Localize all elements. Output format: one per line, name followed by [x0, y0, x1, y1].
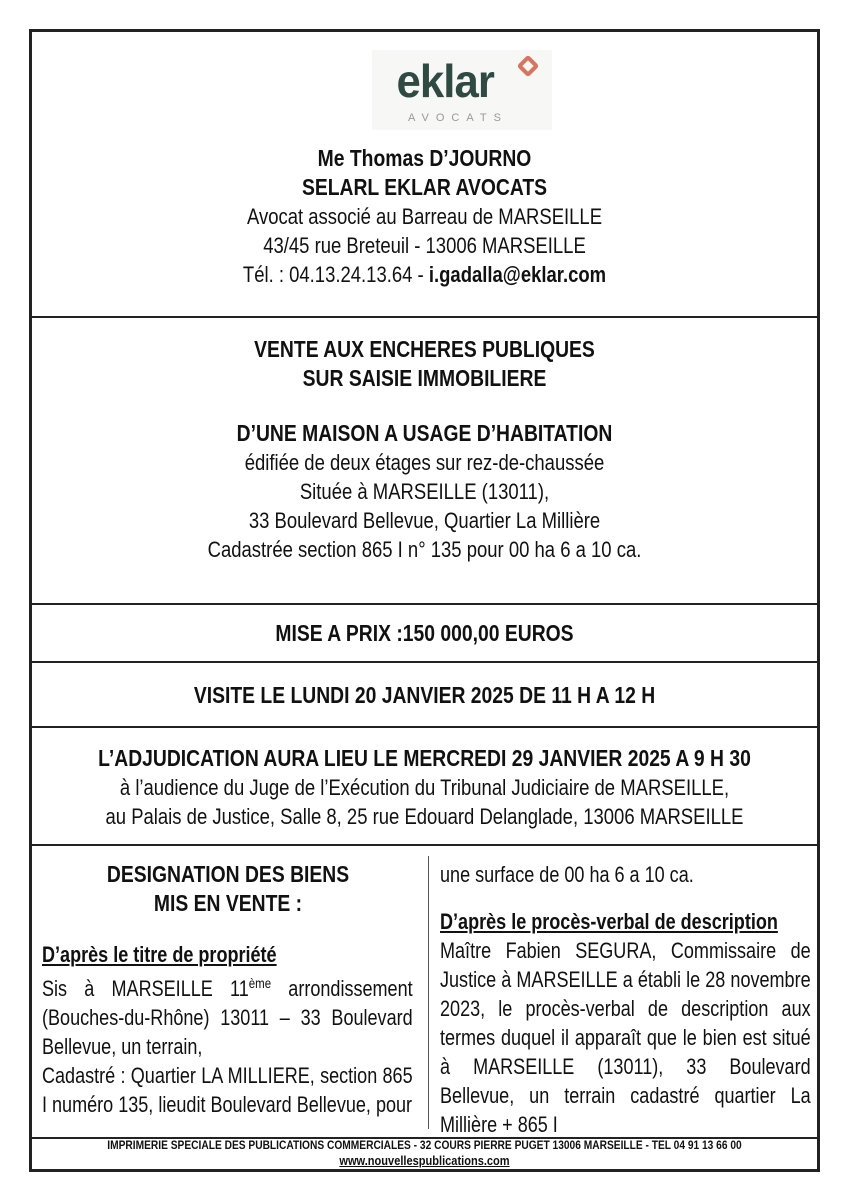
column-divider [428, 856, 429, 1129]
adjudication-section [32, 728, 817, 846]
adjudication-title: L’ADJUDICATION AURA LIEU LE MERCREDI 29 JANVIER 2025 A 9 H 30 [98, 745, 751, 771]
title-deed-paragraph [42, 940, 413, 1119]
printer-info: IMPRIMERIE SPECIALE DES PUBLICATIONS COMMERCIALES - 32 COURS PIERRE PUGET 13006 MARSEILLE - TEL 04 91 13 66 00 [107, 1138, 742, 1152]
property-desc-1: édifiée de deux étages sur rez-de-chaussée [244, 450, 605, 475]
firm-name: SELARL EKLAR AVOCATS [301, 174, 548, 200]
notice-frame [29, 29, 820, 1172]
designation-title-2: MIS EN VENTE : [153, 890, 303, 916]
price-section [32, 605, 817, 663]
right-column [440, 846, 812, 1137]
sale-section [32, 318, 817, 605]
title-deed-heading: D’après le titre de propriété [42, 942, 277, 967]
designation-title-1: DESIGNATION DES BIENS [106, 861, 350, 887]
footer [32, 1135, 817, 1169]
website-link[interactable]: www.nouvellespublications.com [339, 1153, 510, 1168]
visit-section [32, 663, 817, 728]
title-text-sup: ème [248, 975, 272, 991]
property-desc-2: Située à MARSEILLE (13011), [299, 479, 550, 504]
title-text-d: une surface de 00 ha 6 a 10 ca. [440, 862, 694, 887]
pv-heading: D’après le procès-verbal de description [440, 909, 778, 934]
pv-text: Maître Fabien SEGURA, Commissaire de Justice à MARSEILLE a établi le 28 novembre 2023, le procès-verbal de description aux termes duquel il apparaît que le bien est situé à MARSEILLE (13011), 33 Boulevard Bellevue, un terrain cadastré quartier La Millière + 865 I [440, 938, 811, 1137]
adjudication-line-1: à l’audience du Juge de l’Exécution du Tribunal Judiciaire de MARSEILLE, [119, 775, 730, 800]
title-text-b: arrondissement (Bouches-du-Rhône) 13011 – 33 Boulevard Bellevue, un terrain, [42, 976, 413, 1059]
property-type: D’UNE MAISON A USAGE D’HABITATION [236, 420, 613, 446]
title-text-c: Cadastré : Quartier LA MILLIERE, section 865 I numéro 135, lieudit Boulevard Bellevue, pour [42, 1063, 413, 1117]
property-desc-3: 33 Boulevard Bellevue, Quartier La Millière [248, 508, 601, 533]
adjudication-line-2: au Palais de Justice, Salle 8, 25 rue Edouard Delanglade, 13006 MARSEILLE [105, 804, 744, 829]
eklar-logo [372, 50, 552, 130]
sale-title-2: SUR SAISIE IMMOBILIERE [302, 365, 547, 391]
firm-address: 43/45 rue Breteuil - 13006 MARSEILLE [263, 233, 586, 258]
designation-section [32, 846, 817, 1139]
sale-title-1: VENTE AUX ENCHERES PUBLIQUES [254, 336, 595, 362]
logo-star-icon [517, 55, 540, 78]
logo-wordmark: eklar [396, 55, 494, 107]
title-text-a: Sis à MARSEILLE 11 [42, 976, 249, 1001]
lawyer-name: Me Thomas D’JOURNO [317, 145, 532, 171]
contact-line [95, 260, 754, 289]
email-link[interactable]: i.gadalla@eklar.com [428, 262, 607, 287]
starting-price: MISE A PRIX :150 000,00 EUROS [275, 620, 574, 646]
pv-paragraph [440, 860, 811, 1139]
lawyer-header [32, 32, 817, 318]
lawyer-role: Avocat associé au Barreau de MARSEILLE [246, 204, 603, 229]
visit-date: VISITE LE LUNDI 20 JANVIER 2025 DE 11 H A 12 H [193, 682, 656, 708]
phone: Tél. : 04.13.24.13.64 - [242, 262, 429, 287]
logo-tagline: AVOCATS [408, 112, 508, 124]
left-column [42, 846, 414, 1137]
property-desc-4: Cadastrée section 865 I n° 135 pour 00 ha 6 a 10 ca. [207, 537, 642, 562]
